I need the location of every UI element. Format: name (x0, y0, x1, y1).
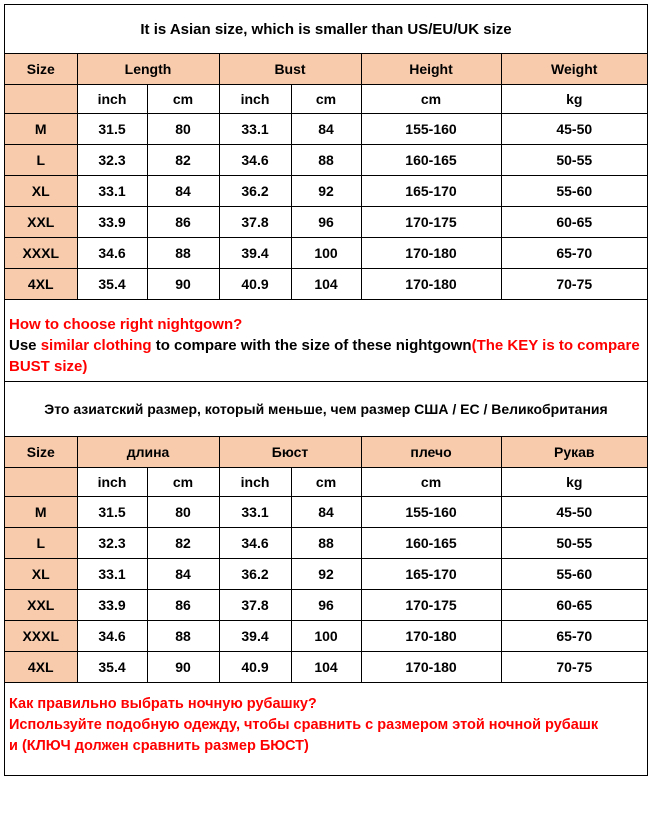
units-row (5, 468, 647, 497)
table-row (5, 207, 647, 238)
units-blank (5, 85, 77, 114)
value-cell: 39.4 (219, 238, 291, 269)
value-cell: 33.9 (77, 207, 147, 238)
size-cell: XXL (5, 207, 77, 238)
value-cell: 165-170 (361, 559, 501, 590)
unit-cell: cm (361, 468, 501, 497)
unit-cell: inch (77, 468, 147, 497)
value-cell: 104 (291, 269, 361, 300)
table-row (5, 497, 647, 528)
size-cell: XL (5, 176, 77, 207)
table-header-row (5, 54, 647, 85)
table-row (5, 559, 647, 590)
size-table-en (5, 54, 647, 300)
value-cell: 50-55 (501, 145, 647, 176)
value-cell: 96 (291, 207, 361, 238)
value-cell: 31.5 (77, 114, 147, 145)
value-cell: 37.8 (219, 207, 291, 238)
value-cell: 160-165 (361, 528, 501, 559)
note-ru-key: и (КЛЮЧ должен сравнить размер БЮСТ) (9, 738, 309, 754)
unit-cell: cm (361, 85, 501, 114)
value-cell: 33.1 (219, 497, 291, 528)
value-cell: 84 (147, 176, 219, 207)
value-cell: 170-175 (361, 590, 501, 621)
value-cell: 92 (291, 176, 361, 207)
value-cell: 80 (147, 114, 219, 145)
unit-cell: inch (77, 85, 147, 114)
unit-cell: cm (291, 85, 361, 114)
value-cell: 36.2 (219, 176, 291, 207)
size-cell: 4XL (5, 269, 77, 300)
unit-cell: cm (147, 85, 219, 114)
unit-cell: cm (147, 468, 219, 497)
value-cell: 36.2 (219, 559, 291, 590)
value-cell: 88 (291, 145, 361, 176)
size-cell: XXXL (5, 621, 77, 652)
value-cell: 70-75 (501, 652, 647, 683)
value-cell: 80 (147, 497, 219, 528)
size-cell: XXXL (5, 238, 77, 269)
value-cell: 70-75 (501, 269, 647, 300)
value-cell: 55-60 (501, 559, 647, 590)
value-cell: 82 (147, 528, 219, 559)
note-en (5, 300, 647, 382)
table-row (5, 176, 647, 207)
table-row (5, 145, 647, 176)
value-cell: 165-170 (361, 176, 501, 207)
value-cell: 60-65 (501, 590, 647, 621)
value-cell: 84 (291, 497, 361, 528)
header-length: длина (77, 437, 219, 468)
unit-cell: inch (219, 468, 291, 497)
value-cell: 50-55 (501, 528, 647, 559)
value-cell: 86 (147, 207, 219, 238)
note-en-compare: to compare with the size of these nightgown (151, 337, 472, 354)
header-height: Height (361, 54, 501, 85)
size-cell: XL (5, 559, 77, 590)
value-cell: 100 (291, 621, 361, 652)
size-table-ru (5, 437, 647, 683)
value-cell: 84 (291, 114, 361, 145)
value-cell: 35.4 (77, 652, 147, 683)
header-size: Size (5, 54, 77, 85)
value-cell: 45-50 (501, 497, 647, 528)
value-cell: 33.1 (77, 559, 147, 590)
value-cell: 90 (147, 269, 219, 300)
size-cell: XXL (5, 590, 77, 621)
size-cell: L (5, 145, 77, 176)
note-en-similar: similar clothing (40, 337, 152, 354)
value-cell: 155-160 (361, 114, 501, 145)
size-cell: M (5, 497, 77, 528)
table-row (5, 269, 647, 300)
note-ru-question: Как правильно выбрать ночную рубашку? (9, 696, 317, 712)
value-cell: 170-180 (361, 269, 501, 300)
value-cell: 32.3 (77, 528, 147, 559)
value-cell: 34.6 (77, 238, 147, 269)
size-cell: M (5, 114, 77, 145)
table-row (5, 528, 647, 559)
value-cell: 34.6 (219, 528, 291, 559)
header-length: Length (77, 54, 219, 85)
size-chart (4, 4, 648, 776)
value-cell: 65-70 (501, 238, 647, 269)
size-cell: L (5, 528, 77, 559)
header-sleeve: Рукав (501, 437, 647, 468)
note-ru (5, 683, 647, 775)
value-cell: 55-60 (501, 176, 647, 207)
value-cell: 104 (291, 652, 361, 683)
table-row (5, 590, 647, 621)
unit-cell: cm (291, 468, 361, 497)
unit-cell: inch (219, 85, 291, 114)
value-cell: 155-160 (361, 497, 501, 528)
value-cell: 88 (291, 528, 361, 559)
note-ru-instruction: Используйте подобную одежду, чтобы сравнить с размером этой ночной рубашк (9, 717, 599, 733)
value-cell: 84 (147, 559, 219, 590)
table-row (5, 621, 647, 652)
value-cell: 88 (147, 621, 219, 652)
value-cell: 65-70 (501, 621, 647, 652)
unit-cell: kg (501, 85, 647, 114)
value-cell: 39.4 (219, 621, 291, 652)
value-cell: 170-175 (361, 207, 501, 238)
value-cell: 100 (291, 238, 361, 269)
value-cell: 35.4 (77, 269, 147, 300)
table-row (5, 114, 647, 145)
table-row (5, 238, 647, 269)
value-cell: 170-180 (361, 652, 501, 683)
value-cell: 170-180 (361, 621, 501, 652)
size-cell: 4XL (5, 652, 77, 683)
header-weight: Weight (501, 54, 647, 85)
value-cell: 160-165 (361, 145, 501, 176)
value-cell: 170-180 (361, 238, 501, 269)
note-en-key: (The KEY is to compare BUST size) (9, 337, 640, 375)
note-en-instruction (9, 335, 643, 377)
value-cell: 88 (147, 238, 219, 269)
chart-title-ru: Это азиатский размер, который меньше, чем размер США / ЕС / Великобритания (5, 382, 647, 437)
value-cell: 86 (147, 590, 219, 621)
value-cell: 33.1 (77, 176, 147, 207)
value-cell: 34.6 (219, 145, 291, 176)
value-cell: 82 (147, 145, 219, 176)
value-cell: 45-50 (501, 114, 647, 145)
note-en-question: How to choose right nightgown? (9, 316, 243, 333)
value-cell: 40.9 (219, 269, 291, 300)
value-cell: 32.3 (77, 145, 147, 176)
header-shoulder: плечо (361, 437, 501, 468)
table-header-row (5, 437, 647, 468)
value-cell: 60-65 (501, 207, 647, 238)
unit-cell: kg (501, 468, 647, 497)
value-cell: 33.1 (219, 114, 291, 145)
table-row (5, 652, 647, 683)
value-cell: 37.8 (219, 590, 291, 621)
units-row (5, 85, 647, 114)
value-cell: 31.5 (77, 497, 147, 528)
value-cell: 92 (291, 559, 361, 590)
header-size: Size (5, 437, 77, 468)
value-cell: 40.9 (219, 652, 291, 683)
chart-title-en: It is Asian size, which is smaller than US/EU/UK size (5, 5, 647, 54)
header-bust: Бюст (219, 437, 361, 468)
header-bust: Bust (219, 54, 361, 85)
value-cell: 34.6 (77, 621, 147, 652)
value-cell: 96 (291, 590, 361, 621)
note-en-use: Use (9, 337, 41, 354)
value-cell: 33.9 (77, 590, 147, 621)
units-blank (5, 468, 77, 497)
value-cell: 90 (147, 652, 219, 683)
